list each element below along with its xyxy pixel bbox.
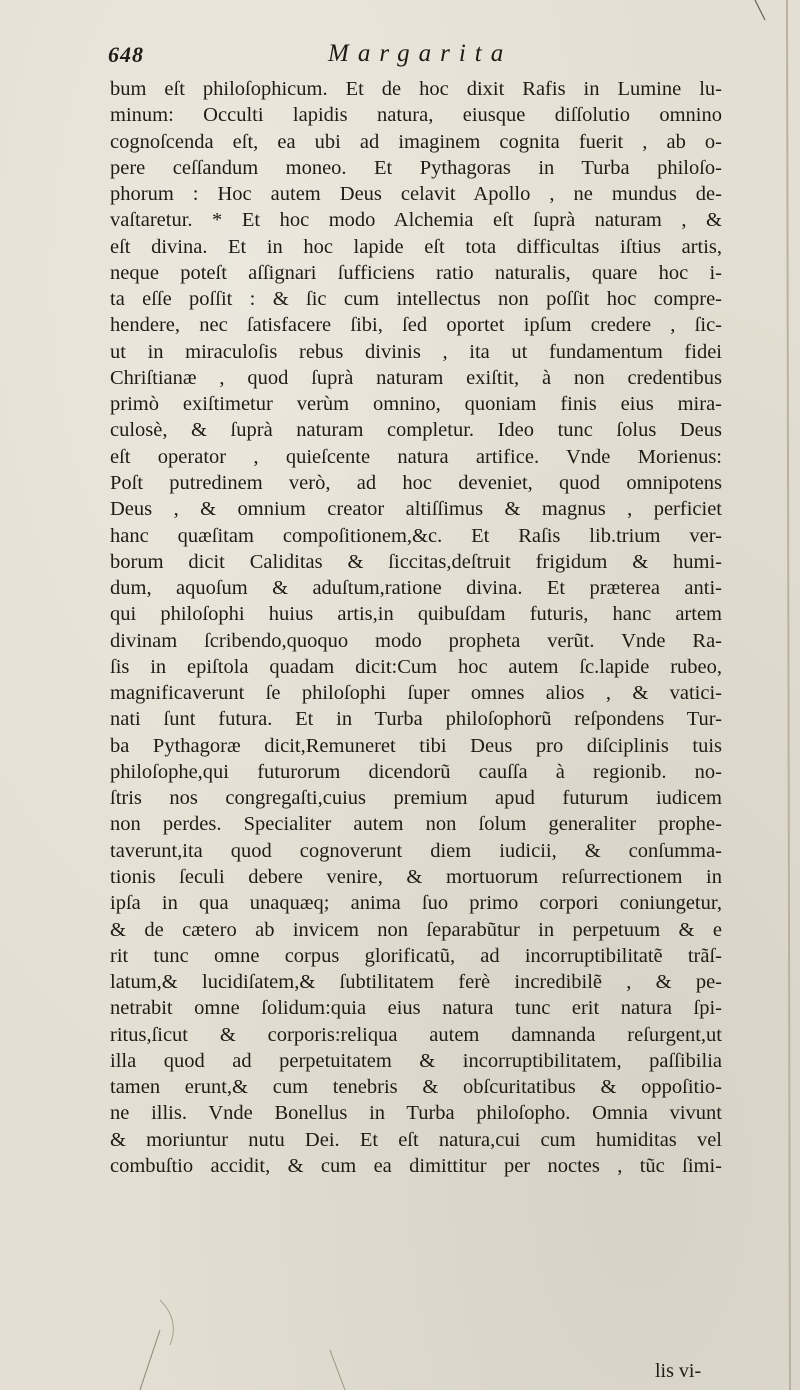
text-line: Deus , & omnium creator altiſſimus & magnus , perficiet <box>110 498 722 521</box>
text-line: rit tunc omne corpus glorificatũ, ad incorruptibilitatẽ trãſ- <box>110 944 722 967</box>
text-line: ut in miraculoſis rebus divinis , ita ut fundamentum fidei <box>110 340 722 363</box>
text-line: borum dicit Caliditas & ſiccitas,deſtruit frigidum & humi- <box>110 550 722 573</box>
text-line: magnificaverunt ſe philoſophi ſuper omnes alios , & vatici- <box>110 682 722 705</box>
page-number: 648 <box>108 42 144 67</box>
text-line: illa quod ad perpetuitatem & incorruptibilitatem, paſſibilia <box>110 1049 722 1072</box>
text-line: ipſa in qua unaquæq; anima ſuo primo corpori coniungetur, <box>110 892 722 915</box>
text-line: ta eſſe poſſit : & ſic cum intellectus non poſſit hoc compre- <box>110 288 722 311</box>
text-line: Poſt putredinem verò, ad hoc deveniet, quod omnipotens <box>110 471 722 494</box>
text-line: vaſtaretur. * Et hoc modo Alchemia eſt ſuprà naturam , & <box>110 209 722 232</box>
running-title: Margarita <box>328 40 513 67</box>
page-header <box>108 40 718 74</box>
text-line: & de cætero ab invicem non ſeparabũtur in perpetuum & e <box>110 918 722 941</box>
text-line: non perdes. Specialiter autem non ſolum generaliter prophe- <box>110 813 722 836</box>
text-line: hendere, nec ſatisfacere ſibi, ſed oportet ipſum credere , ſic- <box>110 314 722 337</box>
text-line: minum: Occulti lapidis natura, eiusque diſſolutio omnino <box>110 104 722 127</box>
text-line: phorum : Hoc autem Deus celavit Apollo , ne mundus de- <box>110 183 722 206</box>
text-line: cognoſcenda eſt, ea ubi ad imaginem cognita fuerit , ab o- <box>110 130 722 153</box>
text-line: tamen erunt,& cum tenebris & obſcuritatibus & oppoſitio- <box>110 1076 722 1099</box>
text-line: tionis ſeculi debere venire, & mortuorum reſurrectionem in <box>110 865 722 888</box>
text-line: divinam ſcribendo,quoquo modo propheta verũt. Vnde Ra- <box>110 629 722 652</box>
text-line: philoſophe,qui futurorum dicendorũ cauſſa à regionib. no- <box>110 760 722 783</box>
text-line: ſis in epiſtola quadam dicit:Cum hoc autem ſc.lapide rubeo, <box>110 655 722 678</box>
catchword: lis vi- <box>655 1360 702 1382</box>
text-line: ne illis. Vnde Bonellus in Turba philoſopho. Omnia vivunt <box>110 1102 722 1125</box>
text-line: ritus,ſicut & corporis:reliqua autem damnanda reſurgent,ut <box>110 1023 722 1046</box>
text-line: dum, aquoſum & aduſtum,ratione divina. Et præterea anti- <box>110 577 722 600</box>
text-line: combuſtio accidit, & cum ea dimittitur per noctes , tũc ſimi- <box>110 1154 722 1177</box>
text-line: Chriſtianæ , quod ſuprà naturam exiſtit, à non credentibus <box>110 366 722 389</box>
text-line: pere ceſſandum moneo. Et Pythagoras in Turba philoſo- <box>110 156 722 179</box>
text-line: hanc quæſitam compoſitionem,&c. Et Raſis lib.trium ver- <box>110 524 722 547</box>
text-line: netrabit omne ſolidum:quia eius natura tunc erit natura ſpi- <box>110 997 722 1020</box>
text-line: qui philoſophi huius artis,in quibuſdam futuris, hanc artem <box>110 603 722 626</box>
text-line: taverunt,ita quod cognoverunt diem iudicii, & conſumma- <box>110 839 722 862</box>
text-line: eſt divina. Et in hoc lapide eſt tota difficultas iſtius artis, <box>110 235 722 258</box>
text-line: bum eſt philoſophicum. Et de hoc dixit Rafis in Lumine lu- <box>110 78 722 100</box>
text-line: latum,& lucidiſatem,& ſubtilitatem ferè incredibilẽ , & pe- <box>110 971 722 994</box>
body-text <box>110 76 722 1179</box>
text-line: ba Pythagoræ dicit,Remuneret tibi Deus pro diſciplinis tuis <box>110 734 722 757</box>
text-line: primò exiſtimetur verùm omnino, quoniam finis eius mira- <box>110 393 722 416</box>
text-line: culosè, & ſuprà naturam completur. Ideo tunc ſolus Deus <box>110 419 722 442</box>
text-line: neque poteſt aſſignari ſufficiens ratio naturalis, quare hoc i- <box>110 261 722 284</box>
text-line: & moriuntur nutu Dei. Et eſt natura,cui cum humiditas vel <box>110 1128 722 1151</box>
text-line: eſt operator , quieſcente natura artifice. Vnde Morienus: <box>110 445 722 468</box>
text-line: ſtris nos congregaſti,cuius premium apud futurum iudicem <box>110 787 722 810</box>
text-line: nati ſunt futura. Et in Turba philoſophorũ reſpondens Tur- <box>110 708 722 731</box>
